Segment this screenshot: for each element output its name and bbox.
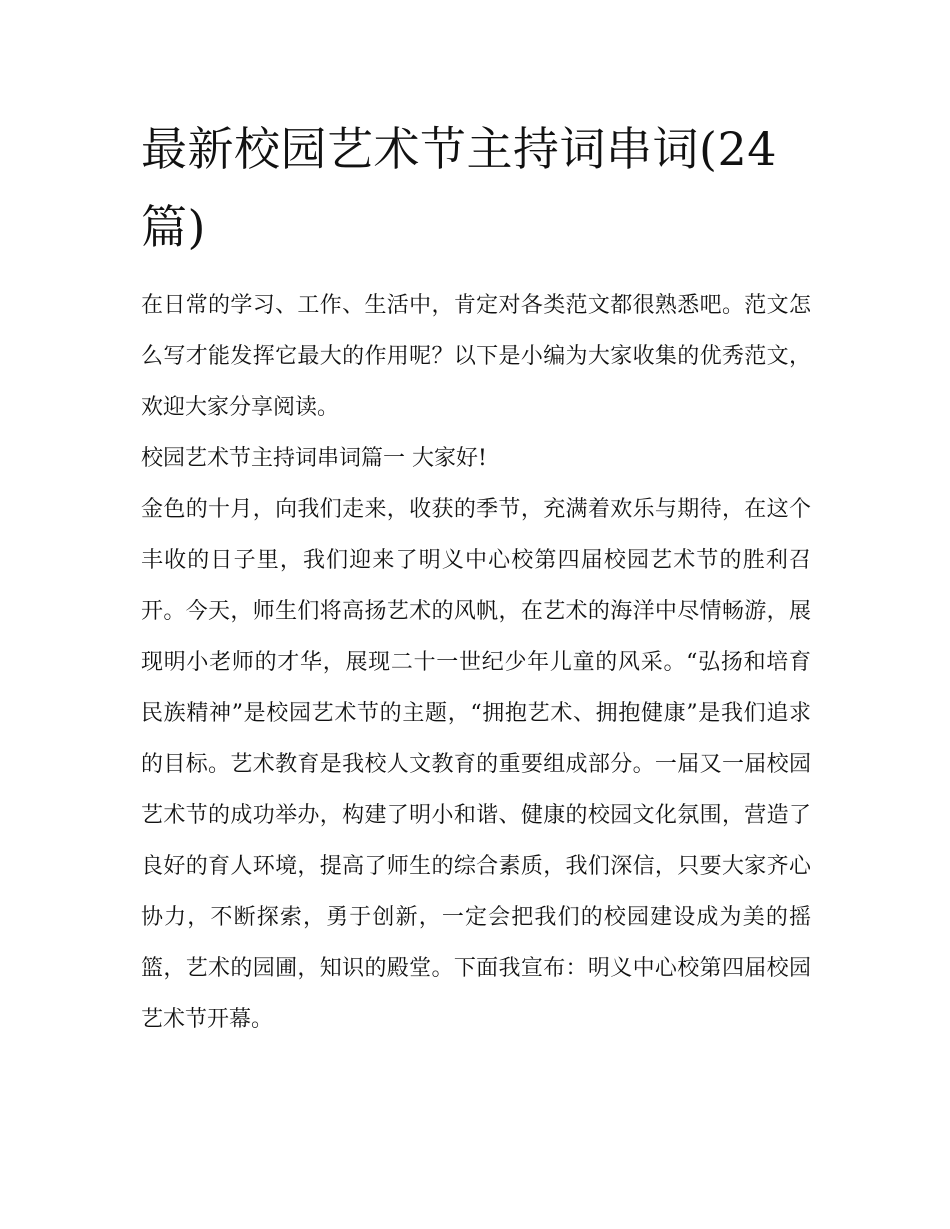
- intro-paragraph: 在日常的学习、工作、生活中，肯定对各类范文都很熟悉吧。范文怎么写才能发挥它最大的作用呢？以下是小编为大家收集的优秀范文，欢迎大家分享阅读。: [141, 293, 811, 420]
- document-content: [141, 110, 811, 1045]
- document-title: 最新校园艺术节主持词串词(24篇): [141, 122, 777, 254]
- section-heading: 校园艺术节主持词串词篇一 大家好!: [141, 446, 487, 471]
- body-paragraph: 金色的十月，向我们走来，收获的季节，充满着欢乐与期待，在这个丰收的日子里，我们迎来了明义中心校第四届校园艺术节的胜利召开。今天，师生们将高扬艺术的风帆，在艺术的海洋中尽情畅游，展现明小老师的才华，展现二十一世纪少年儿童的风采。“弘扬和培育民族精神”是校园艺术节的主题，“拥抱艺术、拥抱健康”是我们追求的目标。艺术教育是我校人文教育的重要组成部分。一届又一届校园艺术节的成功举办，构建了明小和谐、健康的校园文化氛围，营造了良好的育人环境，提高了师生的综合素质，我们深信，只要大家齐心协力，不断探索，勇于创新，一定会把我们的校园建设成为美的摇篮，艺术的园圃，知识的殿堂。下面我宣布：明义中心校第四届校园艺术节开幕。: [141, 497, 811, 1032]
